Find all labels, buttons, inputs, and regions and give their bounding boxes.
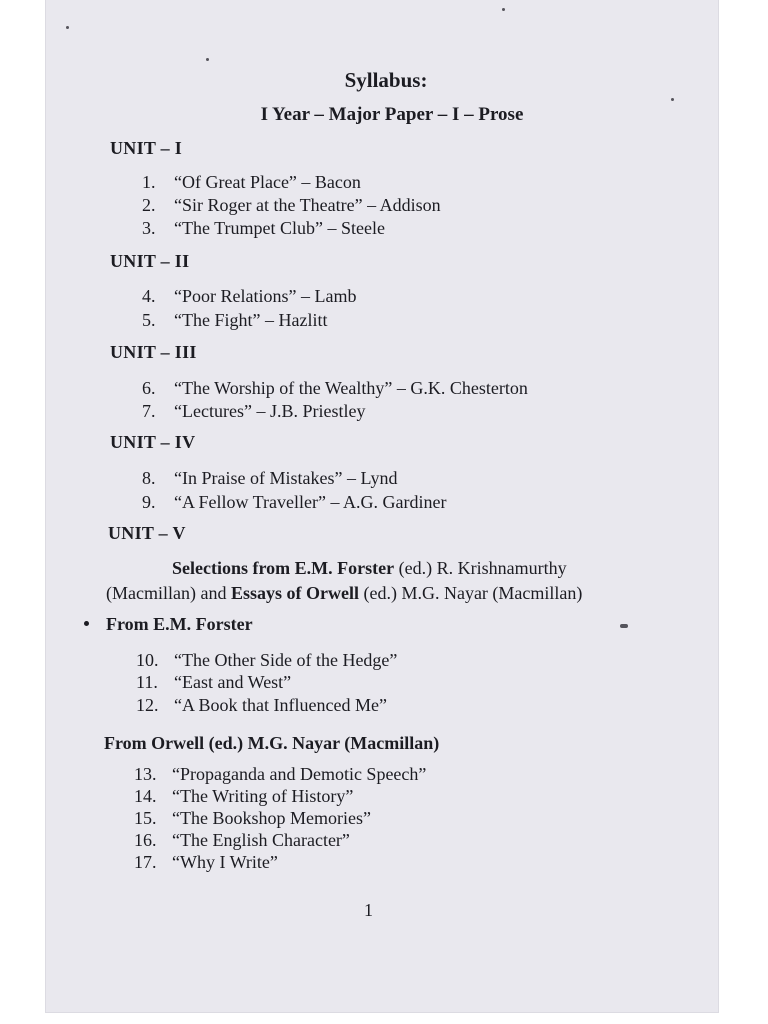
item-number: 16. bbox=[134, 830, 157, 850]
list-item bbox=[136, 695, 387, 716]
list-item bbox=[136, 650, 397, 671]
item-text: “Why I Write” bbox=[172, 852, 278, 872]
item-text: “The Bookshop Memories” bbox=[172, 808, 371, 828]
unit5-paragraph-line bbox=[172, 558, 567, 579]
scan-speck bbox=[502, 8, 505, 11]
list-item bbox=[142, 468, 397, 489]
item-text: “A Book that Influenced Me” bbox=[174, 695, 387, 715]
item-text: “The English Character” bbox=[172, 830, 350, 850]
item-text: “The Other Side of the Hedge” bbox=[174, 650, 398, 670]
bullet-icon bbox=[84, 621, 89, 626]
scan-speck bbox=[671, 98, 674, 101]
item-number: 1. bbox=[142, 172, 156, 192]
unit-heading: UNIT – II bbox=[110, 251, 190, 271]
item-number: 2. bbox=[142, 195, 156, 215]
scan-speck bbox=[66, 26, 69, 29]
para-text: (ed.) R. Krishnamurthy bbox=[394, 558, 567, 578]
item-text: “In Praise of Mistakes” – Lynd bbox=[174, 468, 398, 488]
scan-smudge bbox=[620, 624, 628, 628]
page-number: 1 bbox=[364, 900, 373, 920]
item-text: “Propaganda and Demotic Speech” bbox=[172, 764, 427, 784]
list-item bbox=[142, 195, 441, 216]
list-item bbox=[136, 672, 291, 693]
item-number: 7. bbox=[142, 401, 156, 421]
list-item bbox=[134, 786, 353, 807]
item-text: “The Writing of History” bbox=[172, 786, 354, 806]
page-subtitle: I Year – Major Paper – I – Prose bbox=[260, 104, 524, 125]
item-number: 4. bbox=[142, 286, 156, 306]
para-text: (Macmillan) and bbox=[106, 583, 231, 603]
item-number: 15. bbox=[134, 808, 157, 828]
item-number: 6. bbox=[142, 378, 156, 398]
section-heading: From Orwell (ed.) M.G. Nayar (Macmillan) bbox=[104, 733, 440, 753]
item-number: 10. bbox=[136, 650, 159, 670]
item-number: 12. bbox=[136, 695, 159, 715]
item-text: “Of Great Place” – Bacon bbox=[174, 172, 361, 192]
unit5-paragraph-line bbox=[106, 583, 582, 604]
item-text: “East and West” bbox=[174, 672, 292, 692]
item-text: “The Fight” – Hazlitt bbox=[174, 310, 328, 330]
list-item bbox=[134, 764, 426, 785]
item-text: “Poor Relations” – Lamb bbox=[174, 286, 357, 306]
item-number: 14. bbox=[134, 786, 157, 806]
list-item bbox=[134, 808, 371, 829]
para-bold-text: Essays of Orwell bbox=[230, 583, 359, 603]
item-text: “Sir Roger at the Theatre” – Addison bbox=[174, 195, 441, 215]
item-number: 5. bbox=[142, 310, 156, 330]
item-text: “A Fellow Traveller” – A.G. Gardiner bbox=[174, 492, 447, 512]
item-text: “The Worship of the Wealthy” – G.K. Chesterton bbox=[174, 378, 528, 398]
unit-heading: UNIT – V bbox=[108, 523, 186, 543]
section-heading: From E.M. Forster bbox=[106, 614, 253, 634]
list-item bbox=[142, 172, 361, 193]
scanned-page bbox=[46, 0, 718, 1012]
list-item bbox=[134, 852, 278, 873]
list-item bbox=[134, 830, 350, 851]
unit-heading: UNIT – IV bbox=[110, 432, 196, 452]
item-number: 9. bbox=[142, 492, 156, 512]
item-number: 11. bbox=[136, 672, 158, 692]
list-item bbox=[142, 286, 356, 307]
item-text: “The Trumpet Club” – Steele bbox=[174, 218, 385, 238]
para-bold-text: Selections from E.M. Forster bbox=[172, 558, 395, 578]
item-text: “Lectures” – J.B. Priestley bbox=[174, 401, 366, 421]
para-text: (ed.) M.G. Nayar (Macmillan) bbox=[358, 583, 583, 603]
list-item bbox=[142, 401, 365, 422]
unit-heading: UNIT – I bbox=[110, 138, 183, 158]
list-item bbox=[142, 310, 327, 331]
item-number: 3. bbox=[142, 218, 156, 238]
scan-speck bbox=[206, 58, 209, 61]
item-number: 13. bbox=[134, 764, 157, 784]
list-item bbox=[142, 492, 446, 513]
unit-heading: UNIT – III bbox=[110, 342, 197, 362]
item-number: 17. bbox=[134, 852, 157, 872]
list-item bbox=[142, 378, 528, 399]
item-number: 8. bbox=[142, 468, 156, 488]
page-title: Syllabus: bbox=[344, 68, 428, 92]
list-item bbox=[142, 218, 385, 239]
